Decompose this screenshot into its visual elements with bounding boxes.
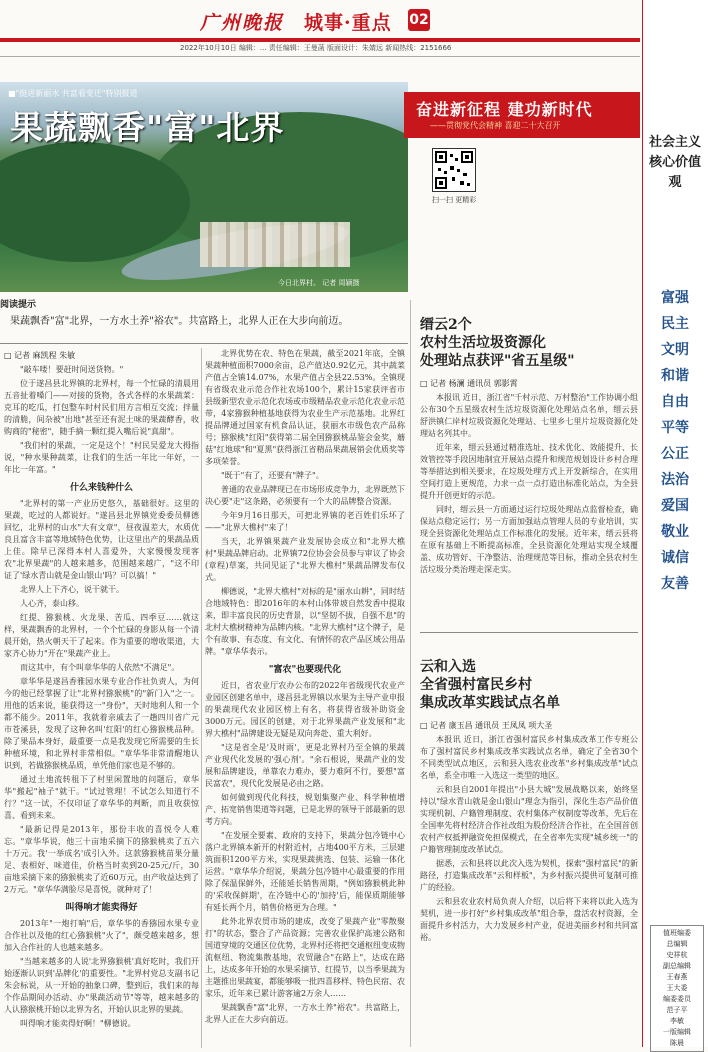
value-item: 友善 [661, 576, 689, 592]
credit-line: 陈晨 [670, 1039, 684, 1047]
paragraph: 当天，北界镇果蔬产业发展协会成立和"北界大樵村"果蔬品牌启动。北界镇72位协会会员参与审议了协会(章程)草案，共同见证了"北界大樵村"果蔬品牌发布仪式。 [205, 537, 405, 582]
paragraph: 通过土地流转租下了村里闲置地的问题后，章华华"搬起"袖子"就干。"试过管理！不试怎么知道行不行？"这一试，不仅印证了章华华的判断，而且收获惊喜、看到未来。 [4, 775, 199, 820]
summary-divider [0, 343, 408, 344]
credit-line: 编委委员 [663, 995, 691, 1003]
credit-line: 王大委 [666, 984, 688, 992]
paragraph: "这是省全是'及时雨'，更是北界村乃至全镇的果蔬产业现代化发展的'强心剂'。"余石根说，果蔬产业的发展和品牌建设，单靠农力难办，要力难阿不行，要想"富民富农"，现代化发展是必由之路。 [205, 743, 405, 788]
paragraph: 云和县农业农村局负责人介绍，以后将下来将以此入选为契机，进一步打好"乡村集成改革"组合拳，盘活农村资源，全面提升乡村活力，大力发展乡村产业，促进美丽乡村和共同富裕。 [420, 897, 638, 942]
value-item: 民主 [661, 316, 689, 332]
byline: □ 记者 杨澜 通讯员 郭影霄 [420, 379, 518, 388]
core-values-list [650, 285, 700, 597]
paragraph: "最新记得是2013年，那份丰收的喜悦令人难忘。"章华华说，他三十亩地采摘下的猕猴桃卖了五六十万元。我'一举成名'成引入外。这款猕猴桃苗果分量足、表相好、味道佳，价格当时卖到20-25元/斤，30亩地采摘下来的猕猴桃卖了近60万元，由产收益达到了2万元。"章华华满脸尽是喜悦，就种对了！ [4, 825, 199, 894]
subheading: 什么来钱种什么 [69, 483, 133, 493]
paragraph: 2013年"一炮打响"后，章华华的香猕园水果专业合作社以及他的红心猕猴桃"火了"，颇受越来越多，想加入合作社的人也越来越多。 [4, 919, 199, 952]
paragraph: 柳德说，"北界大樵村"对标的是"丽水山耕"，同时结合地域特色：即2016年的本村山体带坡自然发香中提取来，即丰富良民的历史背景，以"坚韧不拔，自强不息"的北村大樵树精神为品牌内核。"北界大樵村"这个牌子，是个有故事、有态度、有文化、有情怀的农产品区域公用品牌。"章华华表示。 [205, 587, 405, 656]
paragraph: 叫得响才能卖得好啊！"柳德说。 [20, 1019, 136, 1028]
credit-line: 值班编委 [663, 929, 691, 937]
campaign-subtitle: ——贯彻党代会精神 喜迎二十大召开 [430, 121, 561, 130]
value-item: 和谐 [661, 368, 689, 384]
paragraph: "在发展全要素、政府的支持下，果蔬分包冷链中心落户北界镇本新开的村附近村，占地400平方米，三层建筑面积1200平方米，实现果蔬挑选、包装、运输一体化运营。"章华华介绍说，果蔬分包冷链中心最重要的作用除了保温保鲜外，还能延长销售周期，"例如猕猴桃此种的'采收保鲜期'，在冷链中心的'加持'后，能保质期能够有延长两个月，销售价格更为合理。" [205, 831, 405, 912]
credit-line: 范子平 [666, 1006, 688, 1014]
value-item: 自由 [661, 394, 689, 410]
paragraph: "既于"有了，还要有"牌子"。 [221, 471, 324, 480]
value-item: 平等 [661, 420, 689, 436]
value-item: 富强 [661, 290, 689, 306]
paragraph: 章华华是遂昌香雅园水果专业合作社负责人，为何今的他已经掌握了让"北界村猕猴桃"的"新门入"之一。用他的话来说，能获得这一"身份"，天时地利人和一个都不能少。2011年，我就着亲戚去了一趟四川省广元市苍溪县，发现了这种名叫'红阳'的红心猕猴桃品种。除了果品本身好，最重要一点是我发现它所需要的生长种植环境，和北界村非常相似。"章华华非常清醒地认识到，若做猕猴桃品质，单凭他们家也是不够的。 [4, 677, 199, 770]
paragraph: 如何做到现代化科技，规划集聚产业、科学种植增产、拓宽销售渠道等问题，已是北界的领导干部最新的思考方向。 [205, 793, 405, 826]
paragraph: 云和县自2001年提出"小县大城"发展战略以来，始终坚持以"绿水青山就是金山银山"理念为指引，深化生态产品价值实现机制、户籍管理制度、农村集体产权制度等改革，先后在全国率先将村经济合作社改组为股份经济合作社，在全国首创农村产权抵押融资免担保模式，在全省率先实现"城乡统一"的户籍管理制度改革试点。 [420, 785, 638, 854]
subheading: "富农"也要现代化 [268, 665, 342, 675]
paragraph: "敲车喽！要赶时间送货物。" [20, 365, 124, 374]
reading-tip-text: 果蔬飘香"富"北界，一方水土养"裕农"。共富路上，北界人正在大步向前迈。 [10, 316, 349, 327]
paragraph: 本报讯 近日，浙江省"千村示范、万村整治"工作协调小组公布30个五星级农村生活垃圾资源化处理站点名单，缙云县舒洪镇仁岸村垃圾资源化处理站、七里乡七里片垃圾资源化处理站名列其中。 [420, 393, 638, 438]
column-divider [410, 300, 411, 1047]
article-body [420, 734, 638, 1044]
column-divider [201, 348, 202, 1048]
newspaper-logo: 广州晚报 [200, 12, 285, 34]
value-item: 敬业 [661, 524, 689, 540]
article-body [420, 392, 638, 624]
value-item: 文明 [661, 342, 689, 358]
qr-caption: 扫一扫 更精彩 [432, 196, 477, 204]
header-divider [0, 56, 640, 57]
paragraph: 普通的农业品牌现已在市场形成竞争力，北界既然下决心要"走"这条路，必须要有一个大的品牌整合资源。 [205, 485, 405, 506]
paragraph: 北界人上下齐心，说干就干。 [20, 585, 124, 594]
headline: 果蔬飘香"富"北界 [10, 108, 285, 147]
photo-caption: 今日北界村。 记者 周颖摄 [278, 279, 360, 287]
credit-line: 史祥杭 [666, 951, 688, 959]
dateline: 2022年10月10日 编辑：... 责任编辑：王曼菡 版面设计：朱婧远 新闻热线：2151666 [180, 44, 452, 52]
paragraph: 据悉，云和县将以此次入选为契机，探索"强村富民"的新路径，打造集成改革"云和样板"，为乡村振兴提供可复制可推广的经验。 [420, 859, 638, 892]
credit-line: 一版编辑 [663, 1028, 691, 1036]
paragraph: 同时，缙云县一方面通过运行垃圾处理站点监督检查，确保站点稳定运行；另一方面加强站点管理人员的专业培训，实现全县资源化处理站点工作标准化的发展。近年来，缙云县将在原有基础上不断提高标准，全县资源化处理站实现全域覆盖、成功管好、干净整洁、治理规范等目标，推动全县农村生活垃圾分类治理走深走实。 [420, 505, 638, 574]
credit-line: 副总编辑 [663, 962, 691, 970]
campaign-title: 奋进新征程 建功新时代 [416, 100, 593, 119]
header-rule [0, 38, 640, 42]
byline: □ 记者 麻凯程 朱敏 [4, 351, 76, 360]
value-item: 爱国 [661, 498, 689, 514]
paragraph: "北界村的第一产业历史悠久，基础很好。这里的果蔬，吃过的人都说好。"遂昌县北界镇党委委员柳德回忆，北界村的山水"大有文章"，昼夜温差大，水质优良且富含丰富等地域特色优势，让这里出产的果蔬品质上佳。除早已深得本村人喜爱外，大家慢慢发现客农"北界果蔬"的人越来越多，范围越来越广，"这不印证了'绿水青山就是金山银山'吗？可以搞！" [4, 499, 199, 580]
paragraph: 此外北界农贸市场的建成，改变了果蔬产业"零散聚打"的状态，整合了产品资源；完善农业保护高速公路和国道穿境的交通区位优势，北界村还将把交通枢纽变成物流枢纽、物流集散基地，农贸融合"在路上"，达成在路上，达成多年开始的水果采摘节、红提节，以当季果蔬为主题推出果蔬宴，都能够吸一批四喜移样、特色民宿、农家乐，近年来已累计游客逾2万余人…… [205, 917, 405, 998]
paragraph: 北界优势在农、特色在果蔬，截至2021年底，全镇果蔬种植面积7000余亩，总产值达0.92亿元，其中蔬菜产值占全镇14.07%，水果产值占全县22.53%。全镇现有省级农业示范合作社农场100个，累计15家获评省市县级新型农业示范化农场或市级精品农业示范化农业示范带，4家猕猴种植基地获得为农业生产示范基地。北界红提品牌通过国家有机食品认证，获丽水市级色农产品称号；猕猴桃"红阳"获得第二届全国猕猴桃品鉴会金奖，蘑菇"红地球"和"夏黑"获得浙江省精品果蔬展销会优质奖等多项荣誉。 [205, 349, 405, 466]
paragraph: 而这其中，有个叫章华华的人依然"不满足"。 [20, 663, 180, 672]
paragraph: 果蔬飘香"富"北界，一方水土养"裕农"。共富路上，北界人正在大步向前迈。 [205, 1003, 405, 1024]
paragraph: "我们村的果蔬，一定是这个！"村民吴爱龙大拇指说，"种水果种蔬菜，让我们的生活一年比一年好，一年比一年富。" [4, 441, 199, 474]
editor-credits [650, 925, 704, 1052]
paragraph: "当越来越多的人说'北界猕猴桃'真好吃时，我们开始逐渐认识到'品牌化'的重要性。"北界村党总支副书记朱会标说，从一开始的抽象口碑，整到后，我们来的每个作品期间办活动、办"果蔬活动节"等等，越来越多的人认猕猴桃开始以北界为名，开始认识北界的果蔬。 [4, 957, 199, 1014]
article-column [205, 348, 405, 1044]
paragraph: 本报讯 近日，浙江省强村富民乡村集成改革工作专班公布了强村富民乡村集成改革实践试点名单，确定了全省30个不同类型试点地区，云和县入选农业改革"乡村集成改革"试点名单，系全市唯一入选这一类型的地区。 [420, 735, 638, 780]
paragraph: 今年9月16日那天，可把北界镇的老百姓们乐坏了——"北界大樵村"来了！ [205, 511, 405, 532]
series-tag: ■"挺进新丽水 共富看变迁"特别报道 [8, 89, 138, 98]
section-title: 城事·重点 [304, 12, 392, 34]
paragraph: 红提、猕猴桃、火龙果、苦瓜、四季豆……就这样，果蔬飘香的北界村，一个个忙碌的身影从每一个清晨开始，热火朝天干了起来。作为重要的增收渠道，大家齐心协力"开在"果蔬产业上。 [4, 613, 199, 658]
qr-code-icon[interactable] [432, 148, 476, 192]
value-item: 诚信 [661, 550, 689, 566]
paragraph: 人心齐，泰山移。 [20, 599, 84, 608]
hero-village [200, 222, 350, 267]
paragraph: 近年来，缙云县通过精准选址、技术优化、效能提升、长效管控等手段因地制宜开展站点提升和规范规划设计乡村合理等举措达到相关要求，在垃圾处理方式上开发新综合，在实用空间打造上更规范，力求一点一点打造出标准化站点，为全县提升开创更好的示范。 [420, 443, 638, 500]
reading-tip-label: 阅读提示 [0, 300, 37, 310]
article-column [4, 364, 199, 1044]
subheading: 叫得响才能卖得好 [65, 903, 138, 913]
qr-code-graphic [433, 149, 475, 191]
article-divider [420, 632, 638, 633]
credit-line: 李敏 [670, 1017, 684, 1025]
article-headline: 云和入选 全省强村富民乡村 集成改革实践试点名单 [420, 659, 560, 711]
page-number-badge: 02 [408, 9, 430, 31]
byline: □ 记者 康玉昌 通讯员 王凤凤 项大圣 [420, 721, 553, 730]
value-item: 法治 [661, 472, 689, 488]
paragraph: 近日，省农业厅农办公布的2022年省级现代农业产业园区创建名单中，遂昌县北界镇以水果为主导产业申报的果蔬现代农业园区榜上有名，将获得省级补助资金3000万元。园区的创建，对于北界果蔬产业发展和"北界大樵村"品牌建设无疑是双向奔赴、重大利好。 [205, 681, 405, 738]
credit-line: 王春燕 [666, 973, 688, 981]
value-item: 公正 [661, 446, 689, 462]
credit-line: 总编辑 [666, 940, 688, 948]
sidebar-heading: 社会主义核心价值观 [648, 135, 701, 190]
paragraph: 位于遂昌县北界镇的北界村，每一个忙碌的清晨用五音扯着嗓门——对接的货物，各式各样的水果蔬菜：克耳的吃瓜，打包整车时村民们用方言相互交流；拌量的清脆，间杂被"出地"甚至还有泥土味的果蔬酵香，收购商的"秘密"，随手摘一颗红提入嘴后说"真甜"。 [4, 379, 199, 436]
article-headline: 缙云2个 农村生活垃圾资源化 处理站点获评"省五星级" [420, 317, 575, 369]
